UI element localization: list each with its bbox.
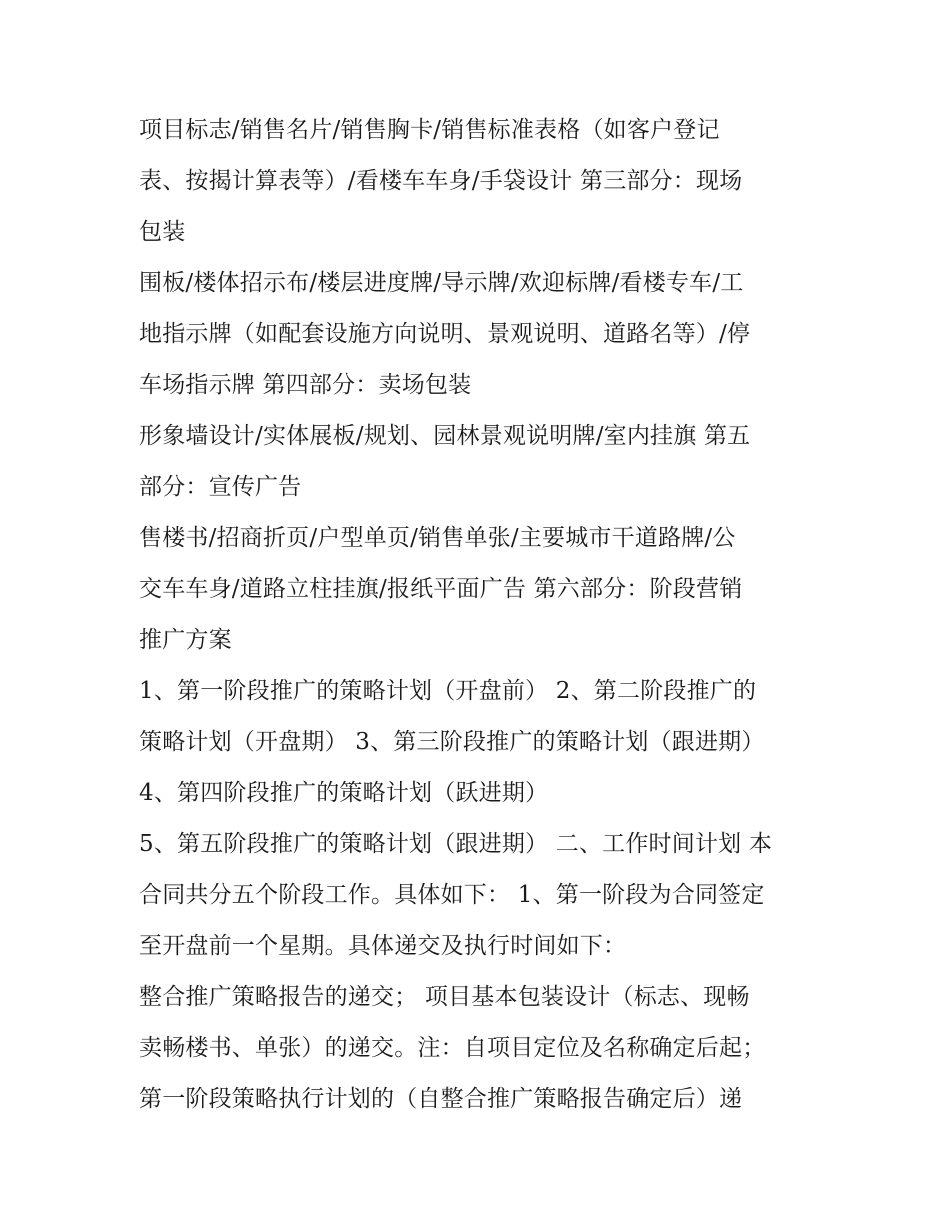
- text-line: 部分：宣传广告: [139, 474, 302, 500]
- text-line: 项目标志/销售名片/销售胸卡/销售标准表格（如客户登记: [139, 117, 720, 143]
- text-line: 5、第五阶段推广的策略计划（跟进期） 二、工作时间计划 本: [139, 831, 773, 857]
- text-line: 交车车身/道路立柱挂旗/报纸平面广告 第六部分：阶段营销: [139, 576, 743, 602]
- text-line: 表、按揭计算表等）/看楼车车身/手袋设计 第三部分：现场: [139, 168, 743, 194]
- text-line: 整合推广策略报告的递交； 项目基本包装设计（标志、现畅: [139, 984, 750, 1010]
- text-line: 1、第一阶段推广的策略计划（开盘前） 2、第二阶段推广的: [139, 678, 757, 704]
- text-line: 包装: [139, 219, 186, 245]
- text-line: 推广方案: [139, 627, 232, 653]
- text-line: 售楼书/招商折页/户型单页/销售单张/主要城市干道路牌/公: [139, 525, 736, 551]
- text-line: 第一阶段策略执行计划的（自整合推广策略报告确定后）递: [139, 1086, 743, 1112]
- text-line: 合同共分五个阶段工作。具体如下： 1、第一阶段为合同签定: [139, 882, 765, 908]
- text-line: 卖畅楼书、单张）的递交。注：自项目定位及名称确定后起；: [139, 1035, 766, 1061]
- text-line: 策略计划（开盘期） 3、第三阶段推广的策略计划（跟进期）: [139, 729, 765, 755]
- text-line: 围板/楼体招示布/楼层进度牌/导示牌/欢迎标牌/看楼专车/工: [139, 270, 744, 296]
- document-body: [139, 105, 819, 1125]
- text-line: 车场指示牌 第四部分：卖场包装: [139, 372, 472, 398]
- text-line: 4、第四阶段推广的策略计划（跃进期）: [139, 780, 549, 806]
- text-line: 地指示牌（如配套设施方向说明、景观说明、道路名等）/停: [139, 321, 751, 347]
- text-line: 至开盘前一个星期。具体递交及执行时间如下：: [139, 933, 627, 959]
- text-line: 形象墙设计/实体展板/规划、园林景观说明牌/室内挂旗 第五: [139, 423, 751, 449]
